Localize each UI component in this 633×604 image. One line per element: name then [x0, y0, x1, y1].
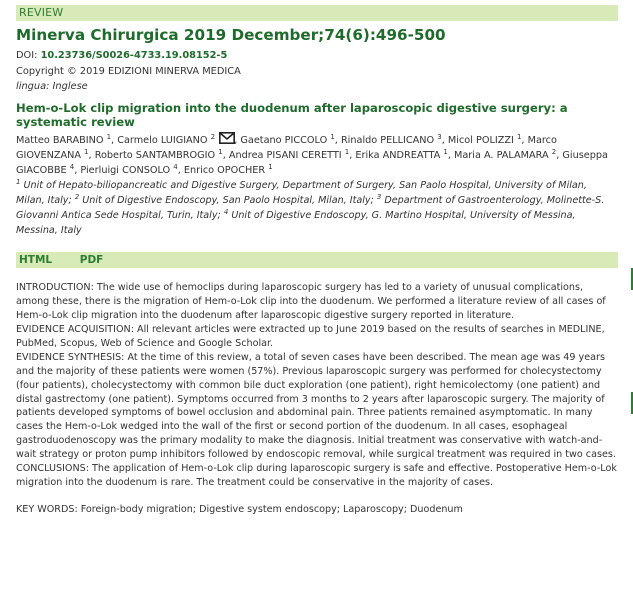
article-page	[16, 5, 618, 517]
author-name[interactable]: Erika ANDREATTA	[355, 149, 441, 161]
copyright: Copyright © 2019 EDIZIONI MINERVA MEDICA	[16, 65, 241, 77]
author-name[interactable]: Rinaldo PELLICANO	[340, 134, 435, 146]
journal-citation: Minerva Chirurgica 2019 December;74(6):496-500	[16, 26, 446, 44]
author-name[interactable]: Marco GIOVENZANA	[16, 134, 557, 161]
author-affiliation-ref: 4	[69, 162, 75, 171]
author-affiliation-ref: 1	[106, 132, 112, 141]
email-icon[interactable]	[219, 132, 233, 142]
abstract-evidence-acquisition: EVIDENCE ACQUISITION: All relevant articles were extracted up to June 2019 based on the results of searches in MEDLINE, PubMed, Scopus, Web of Science and Google Scholar.	[16, 324, 605, 349]
author-affiliation-ref: 3	[437, 132, 442, 141]
author-name[interactable]: Maria A. PALAMARA	[453, 149, 549, 161]
article-title: Hem-o-Lok clip migration into the duodenum after laparoscopic digestive surgery: a systematic review	[16, 100, 568, 129]
article-meta	[16, 48, 618, 95]
html-link[interactable]: HTML	[19, 254, 53, 267]
author-name[interactable]: Pierluigi CONSOLO	[80, 164, 171, 176]
affiliation-text: Department of Gastroenterology, Molinette-S. Giovanni Antica Sede Hospital, Turin, Italy;	[16, 194, 605, 221]
doi-line	[16, 48, 618, 64]
format-links-bar	[16, 252, 618, 268]
author-name[interactable]: Enrico OPOCHER	[183, 164, 266, 176]
affiliation-text: Unit of Hepato-biliopancreatic and Digestive Surgery, Department of Surgery, San Paolo Hospital, University of Milan, Milan, Italy;	[16, 179, 587, 206]
language: lingua: Inglese	[16, 81, 88, 92]
abstract-introduction: INTRODUCTION: The wide use of hemoclips during laparoscopic surgery has led to a variety of unusual complications, among these, there is the migration of Hem-o-Lok clip into the duodenum. We performed a literature review of all cases of Hem-o-Lok clip migration into the duodenum after laparoscopic digestive surgery reported in literature.	[16, 282, 606, 322]
affiliation-list	[16, 178, 618, 239]
author-affiliation-ref: 1	[268, 162, 273, 171]
affiliation-number: 2	[74, 192, 80, 201]
author-affiliation-ref: 2	[551, 147, 557, 156]
author-name[interactable]: Roberto SANTAMBROGIO	[94, 149, 216, 161]
author-name[interactable]: Gaetano PICCOLO	[240, 134, 328, 146]
author-affiliation-ref: 2	[210, 132, 216, 141]
author-affiliation-ref: 4	[173, 162, 178, 171]
author-list: Matteo BARABINO $^1$, Carmelo LUIGIANO $^2$ , Gaetano PICCOLO $^1$, Rinaldo PELLICANO $^3$, Micol POLIZZI $^1$, Marco GIOVENZANA $^1$, Roberto SANTAMBROGIO $^1$, Andrea PISANI CERETTI $^1$, Erika ANDREATTA $^1$, Maria A. PALAMARA $^2$, Giuseppa GIACOBBE $^4$, Pierluigi CONSOLO $^4$, Enrico OPOCHER $^1$	[16, 132, 608, 176]
affiliation-text: Unit of Digestive Endoscopy, San Paolo Hospital, Milan, Italy;	[79, 194, 377, 206]
author-name[interactable]: Carmelo LUIGIANO	[117, 134, 208, 146]
doi-link[interactable]: 10.23736/S0026-4733.19.08152-5	[40, 50, 228, 61]
abstract-evidence-synthesis: EVIDENCE SYNTHESIS: At the time of this review, a total of seven cases have been described. The mean age was 49 years and the majority of these patients were women (57%). Previous laparoscopic surgery was performed for cholecystectomy (four patients), cholecystectomy with common bile duct exploration (one patient), right hemicolectomy (one patient) and distal gastrectomy (one patient). Symptoms occurred from 3 months to 2 years after laparoscopic surgery. The majority of patients developed symptoms of bowel occlusion and abdominal pain. Three patients remained asymptomatic. In many cases the Hem-o-Lok wedged into the wall of the first or second portion of the duodenum. In all cases, esophageal gastroduodenoscopy was the primary modality to make the diagnosis. Initial treatment was conservative with watch-and-wait strategy or proton pump inhibitors followed by endoscopic removal, while surgical treatment was required in two cases.	[16, 351, 616, 461]
pdf-link[interactable]: PDF	[79, 254, 104, 267]
affiliation-number: 1	[16, 177, 21, 186]
keywords: KEY WORDS: Foreign-body migration; Digestive system endoscopy; Laparoscopy; Duodenum	[16, 503, 463, 515]
doi-label: DOI:	[16, 50, 38, 61]
author-name[interactable]: Giuseppa GIACOBBE	[16, 149, 608, 176]
author-name[interactable]: Andrea PISANI CERETTI	[228, 149, 342, 161]
author-affiliation-ref: 1	[344, 147, 350, 156]
author-affiliation-ref: 1	[84, 147, 89, 156]
abstract-conclusions: CONCLUSIONS: The application of Hem-o-Lok clip during laparoscopic surgery is safe and effective. Postoperative Hem-o-Lok migration into the duodenum is rare. The treatment could be conservative in the majority of cases.	[16, 463, 617, 488]
author-affiliation-ref: 1	[330, 132, 335, 141]
author-name[interactable]: Matteo BARABINO	[16, 134, 104, 146]
affiliation-number: 4	[223, 207, 229, 216]
author-affiliation-ref: 1	[443, 147, 448, 156]
section-label: REVIEW	[16, 5, 618, 21]
author-name[interactable]: Micol POLIZZI	[447, 134, 514, 146]
affiliation-text: Unit of Digestive Endoscopy, G. Martino Hospital, University of Messina, Messina, Italy	[16, 209, 576, 237]
abstract	[16, 281, 618, 490]
affiliation-number: 3	[376, 192, 382, 201]
author-affiliation-ref: 1	[516, 132, 522, 141]
author-affiliation-ref: 1	[218, 147, 223, 156]
